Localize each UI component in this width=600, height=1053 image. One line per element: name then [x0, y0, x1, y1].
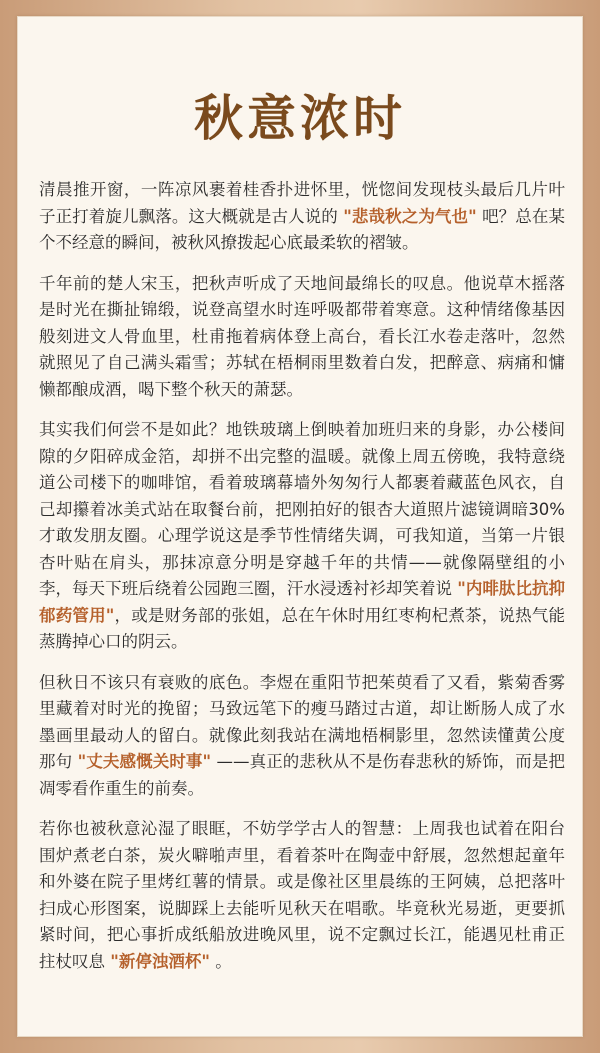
paragraph-text: 若你也被秋意沁湿了眼眶，不妨学学古人的智慧：上周我也试着在阳台围炉煮老白茶，炭火噼啪声里，看着茶叶在陶壶中舒展，忽然想起童年和外婆在院子里烤红薯的情景。或是像社区里晨练的王阿姨，总把落叶扫成心形图案，说脚踩上去能听见秋天在唱歌。毕竟秋光易逝，更要抓紧时间，把心事折成纸船放进晚风里，说不定飘过长江，能遇见杜甫正拄杖叹息 [39, 819, 565, 971]
paragraph-text: 其实我们何尝不是如此？地铁玻璃上倒映着加班归来的身影，办公楼间隙的夕阳碎成金箔，却拼不出完整的温暖。就像上周五傍晚，我特意绕道公司楼下的咖啡馆，看着玻璃幕墙外匆匆行人都裹着藏蓝色风衣，自己却攥着冰美式站在取餐台前，把刚拍好的银杏大道照片滤镜调暗30%才敢发朋友圈。心理学说这是季节性情绪失调，可我知道，当第一片银杏叶贴在肩头，那抹凉意分明是穿越千年的共情——就像隔壁组的小李，每天下班后绕着公园跑三圈，汗水浸透衬衫却笑着说 [39, 420, 565, 598]
article-body [39, 177, 565, 989]
article-card [17, 16, 583, 1037]
paragraph-text: 吧？总在某个不经意的瞬间，被秋风撩拨起心底最柔软的褶皱。 [39, 206, 565, 252]
paragraph-text: 但秋日不该只有衰败的底色。李煜在重阳节把茱萸看了又看，紫菊香雾里藏着对时光的挽留；马致远笔下的瘦马踏过古道，却让断肠人成了水墨画里最动人的留白。就像此刻我站在满地梧桐影里，忽然读懂黄公度那句 [39, 672, 565, 771]
paragraph-text: 。 [209, 951, 232, 971]
paragraph-text: 千年前的楚人宋玉，把秋声听成了天地间最绵长的叹息。他说草木摇落是时光在撕扯锦缎，说登高望水时连呼吸都带着寒意。这种情绪像基因般刻进文人骨血里，杜甫拖着病体登上高台，看长江水卷走落叶，忽然就照见了自己满头霜雪；苏轼在梧桐雨里数着白发，把醉意、病痛和慵懒都酿成酒，喝下整个秋天的萧瑟。 [39, 273, 565, 399]
paragraph-3 [39, 417, 565, 656]
paragraph-text: 清晨推开窗，一阵凉风裹着桂香扑进怀里，恍惚间发现枝头最后几片叶子正打着旋儿飘落。这大概就是古人说的 [39, 180, 565, 226]
article-title: 秋意浓时 [193, 90, 406, 147]
paragraph-2 [39, 271, 565, 404]
highlighted-quote: "悲哉秋之为气也" [343, 206, 477, 226]
paragraph-1 [39, 177, 565, 257]
highlighted-quote: "新停浊酒杯" [110, 951, 210, 971]
highlighted-quote: "丈夫感慨关时事" [77, 752, 212, 771]
highlighted-quote: "内啡肽比抗抑郁药管用" [39, 579, 565, 625]
paragraph-5 [39, 816, 565, 975]
paragraph-text: ——真正的悲秋从不是伤春悲秋的矫饰，而是把凋零看作重生的前奏。 [39, 752, 565, 798]
paragraph-text: ，或是财务部的张姐，总在午休时用红枣枸杞煮茶，说热气能蒸腾掉心口的阴云。 [39, 605, 565, 651]
paragraph-4 [39, 670, 565, 803]
